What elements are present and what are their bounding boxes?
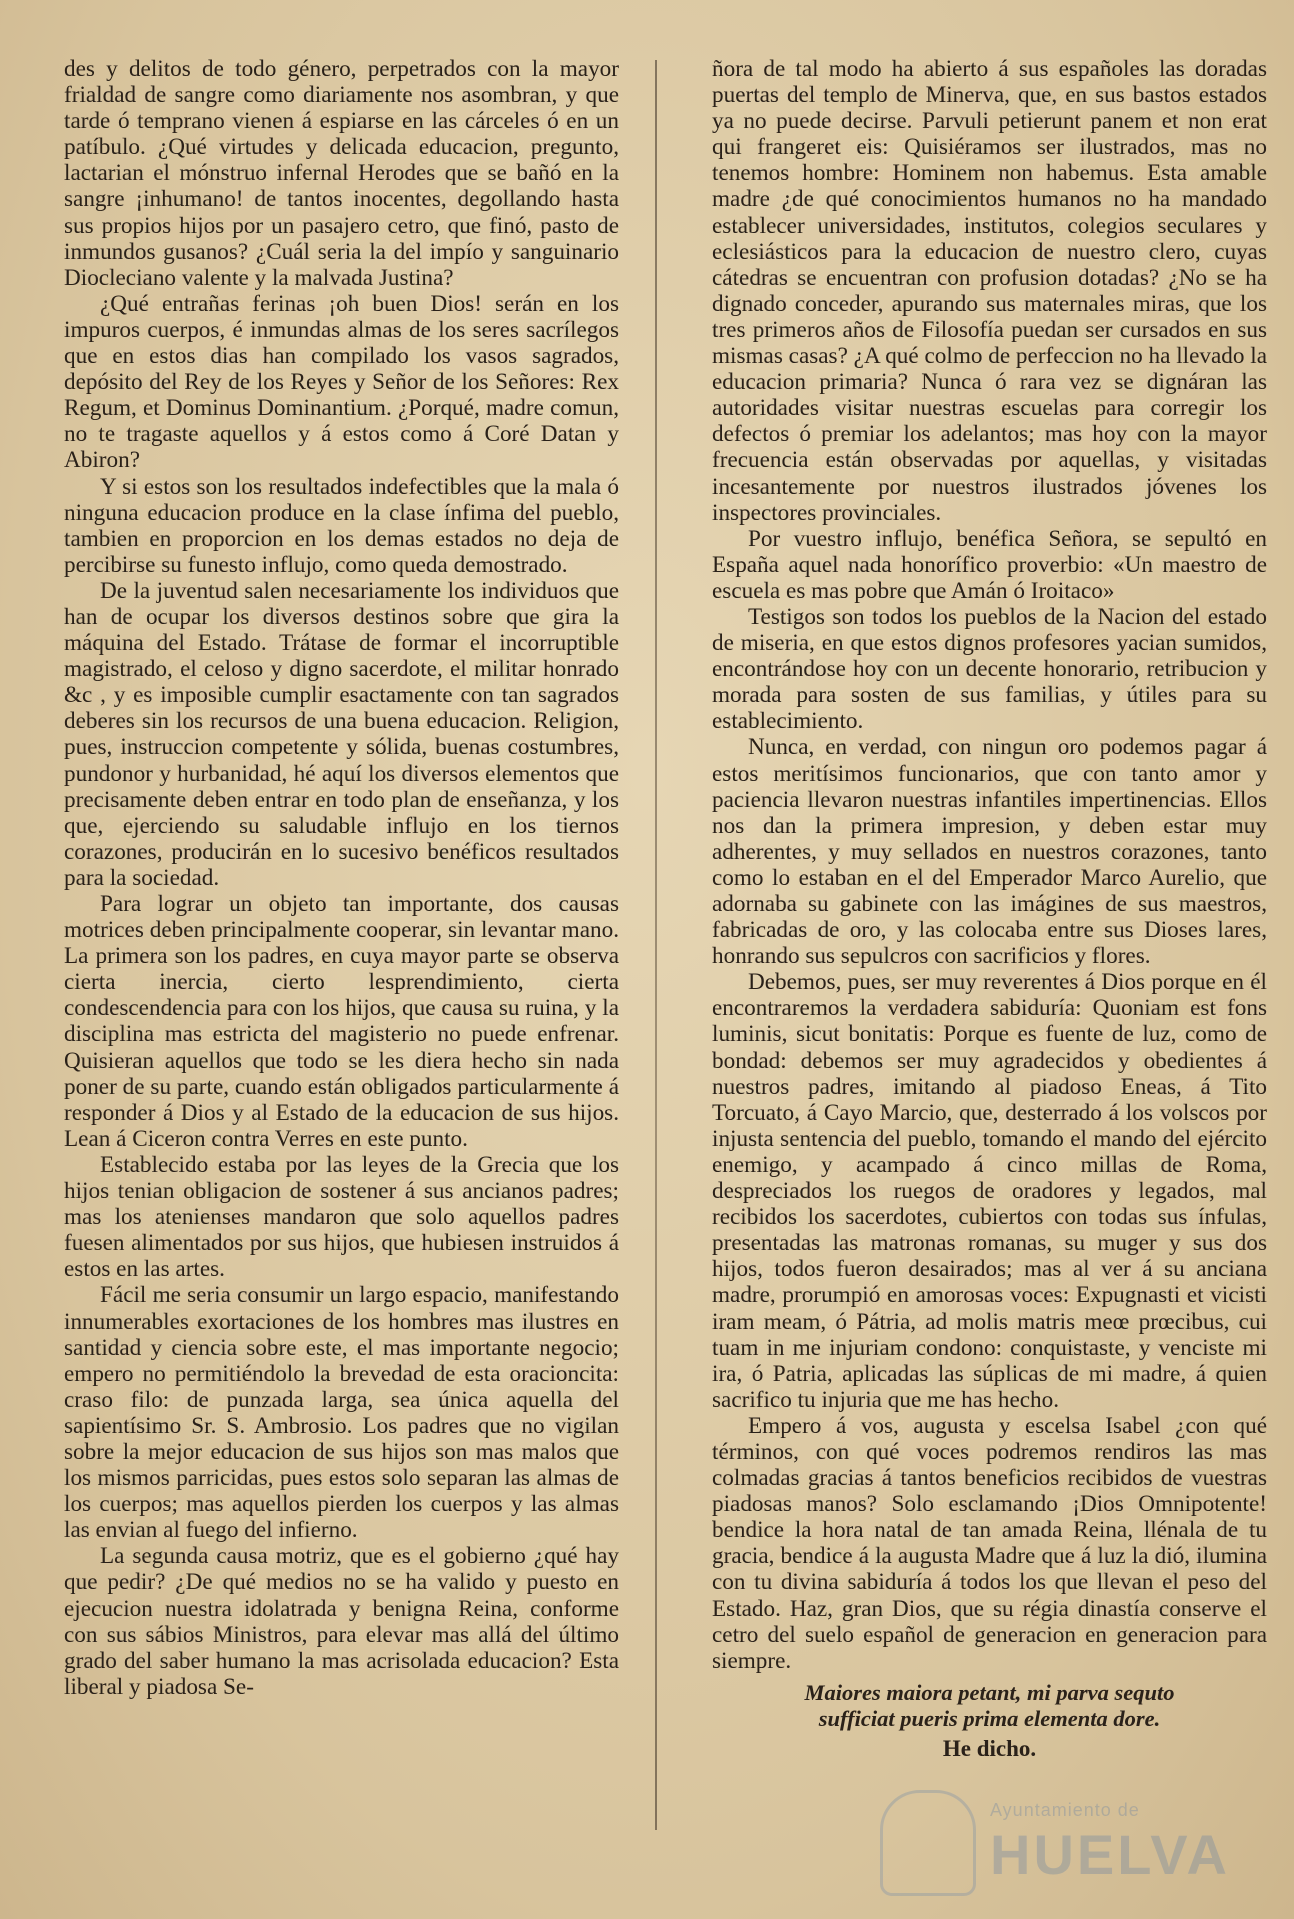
left-column [64,56,619,1700]
closing-quote [712,1680,1267,1732]
paragraph: Y si estos son los resultados indefectibles que la mala ó ninguna educacion produce en la clase ínfima del pueblo, tambien en proporcion en los demas estados no deja de percibirse su funesto influjo, como queda demostrado. [64,473,619,578]
paragraph: De la juventud salen necesariamente los individuos que han de ocupar los diversos destinos sobre que gira la máquina del Estado. Trátase de formar el incorruptible magistrado, el celoso y digno sacerdote, el militar honrado &c , y es imposible cumplir esactamente con tan sagrados deberes sin los recursos de una buena educacion. Religion, pues, instruccion competente y sólida, buenas costumbres, pundonor y hurbanidad, hé aquí los diversos elementos que precisamente deben entrar en todo plan de enseñanza, y los que, ejerciendo su saludable influjo en los tiernos corazones, producirán en lo sucesivo benéficos resultados para la sociedad. [64,577,619,891]
paragraph: Nunca, en verdad, con ningun oro podemos pagar á estos meritísimos funcionarios, que con tanto amor y paciencia llevaron nuestras infantiles impertinencias. Ellos nos dan la primera impresion, y deben estar muy adherentes, y muy sellados en nuestros corazones, tanto como lo estaban en el del Emperador Marco Aurelio, que adornaba su gabinete con las imágines de sus maestros, fabricadas de oro, y las colocaba entre sus Dioses lares, honrando sus sepulcros con sacrificios y flores. [712,734,1267,970]
paragraph: Establecido estaba por las leyes de la Grecia que los hijos tenian obligacion de sostener á sus ancianos padres; mas los atenienses mandaron que solo aquellos padres fuesen alimentados por sus hijos, que hubiesen instruidos á estos en las artes. [64,1151,619,1283]
paragraph: Por vuestro influjo, benéfica Señora, se sepultó en España aquel nada honorífico proverbio: «Un maestro de escuela es mas pobre que Amán ó Iroitaco» [712,525,1267,604]
watermark-line2: HUELVA [990,1823,1230,1886]
paragraph: Debemos, pues, ser muy reverentes á Dios porque en él encontraremos la verdadera sabiduría: Quoniam est fons luminis, sicut bonitatis: Porque es fuente de luz, como de bondad: debemos ser muy agradecidos y obedientes á nuestros padres, imitando al piadoso Eneas, á Tito Torcuato, á Cayo Marcio, que, desterrado á los volscos por injusta sentencia del pueblo, tomando el mando del ejército enemigo, y acampado á cinco millas de Roma, despreciados los ruegos de oradores y legados, mal recibidos los sacerdotes, cubiertos con todas sus ínfulas, presentadas las matronas romanas, su muger y sus dos hijos, todos fueron desairados; mas al ver á su anciana madre, prorumpió en amorosas voces: Expugnasti et vicisti iram meam, ó Pátria, ad molis matris meœ prœcibus, cui tuam in me injuriam condono: conquistaste, y venciste mi ira, ó Patria, aplicadas las súplicas de mi madre, á quien sacrifico tu injuria que me has hecho. [712,969,1267,1413]
coat-of-arms-icon [880,1790,976,1896]
signoff: He dicho. [942,1735,1037,1761]
paragraph: Empero á vos, augusta y escelsa Isabel ¿con qué términos, con qué voces podremos rendiros las mas colmadas gracias á tantos beneficios recibidos de vuestras piadosas manos? Solo esclamando ¡Dios Omnipotente! bendice la hora natal de tan amada Reina, llénala de tu gracia, bendice á la augusta Madre que á luz la dió, ilumina con tu divina sabiduría á todos los que llevan el peso del Estado. Haz, gran Dios, que su régia dinastía conserve el cetro del suelo español de generacion en generacion para siempre. [712,1412,1267,1674]
archive-watermark [880,1790,1260,1900]
closing-quote-line: sufficiat pueris prima elementa dore. [818,1705,1161,1731]
paragraph: La segunda causa motriz, que es el gobierno ¿qué hay que pedir? ¿De qué medios no se ha valido y puesto en ejecucion nuestra idolatrada y benigna Reina, conforme con sus sábios Ministros, para elevar mas allá del último grado del saber humano la mas acrisolada educacion? Esta liberal y piadosa Se- [64,1543,619,1700]
watermark-line1: Ayuntamiento de [990,1800,1140,1820]
column-divider [655,60,657,1830]
paragraph: Fácil me seria consumir un largo espacio, manifestando innumerables exortaciones de los hombres mas ilustres en santidad y ciencia sobre este, el mas importante negocio; empero no permitiéndolo la brevedad de esta oracioncita: craso filo: de punzada larga, sea única aquella del sapientísimo Sr. S. Ambrosio. Los padres que no vigilan sobre la mejor educacion de sus hijos son mas malos que los mismos parricidas, pues estos solo separan las almas de los cuerpos; mas aquellos pierden los cuerpos y las almas las envian al fuego del infierno. [64,1282,619,1544]
paragraph: Testigos son todos los pueblos de la Nacion del estado de miseria, en que estos dignos profesores yacian sumidos, encontrándose hoy con un decente honorario, retribucion y morada para sosten de sus familias, y útiles para su establecimiento. [712,603,1267,735]
paragraph: des y delitos de todo género, perpetrados con la mayor frialdad de sangre como diariamente nos asombran, y que tarde ó temprano vienen á espiarse en las cárceles ó en un patíbulo. ¿Qué virtudes y delicada educacion, pregunto, lactarian el mónstruo infernal Herodes que se bañó en la sangre ¡inhumano! de tantos inocentes, degollando hasta sus propios hijos por un pasajero cetro, que finó, pasto de inmundos gusanos? ¿Cuál seria la del impío y sanguinario Diocleciano valente y la malvada Justina? [64,56,619,291]
paragraph: ñora de tal modo ha abierto á sus españoles las doradas puertas del templo de Minerva, que, en sus bastos estados ya no puede decirse. Parvuli petierunt panem et non erat qui frangeret eis: Quisiéramos ser ilustrados, mas no tenemos hombre: Hominem non habemus. Esta amable madre ¿de qué conocimientos humanos no ha mandado establecer universidades, institutos, colegios seculares y eclesiásticos para la educacion de nuestro clero, cuyas cátedras se encuentran con profusion dotadas? ¿No se ha dignado conceder, apurando sus maternales miras, que los tres primeros años de Filosofía puedan ser cursados en sus mismas casas? ¿A qué colmo de perfeccion no ha llevado la educacion primaria? Nunca ó rara vez se dignáran las autoridades visitar nuestras escuelas para corregir los defectos ó premiar los adelantos; mas hoy con la mayor frecuencia están observadas por aquellas, y visitadas incesantemente por nuestros ilustrados jóvenes los inspectores provinciales. [712,56,1268,526]
right-column [712,56,1267,1762]
paragraph: Para lograr un objeto tan importante, dos causas motrices deben principalmente cooperar, sin levantar mano. La primera son los padres, en cuya mayor parte se observa cierta inercia, cierto lesprendimiento, cierta condescendencia para con los hijos, que causa su ruina, y la disciplina mas estricta del magisterio no puede enfrenar. Quisieran aquellos que todo se les diera hecho sin nada poner de su parte, cuando están obligados particularmente á responder á Dios y al Estado de la educacion de sus hijos. Lean á Ciceron contra Verres en este punto. [64,891,619,1152]
closing-quote-line: Maiores maiora petant, mi parva sequto [804,1679,1175,1705]
paragraph: ¿Qué entrañas ferinas ¡oh buen Dios! serán en los impuros cuerpos, é inmundas almas de los seres sacrílegos que en estos dias han compilado los vasos sagrados, depósito del Rey de los Reyes y Señor de los Señores: Rex Regum, et Dominus Dominantium. ¿Porqué, madre comun, no te tragaste aquellos y á estos como á Coré Datan y Abiron? [64,290,619,474]
